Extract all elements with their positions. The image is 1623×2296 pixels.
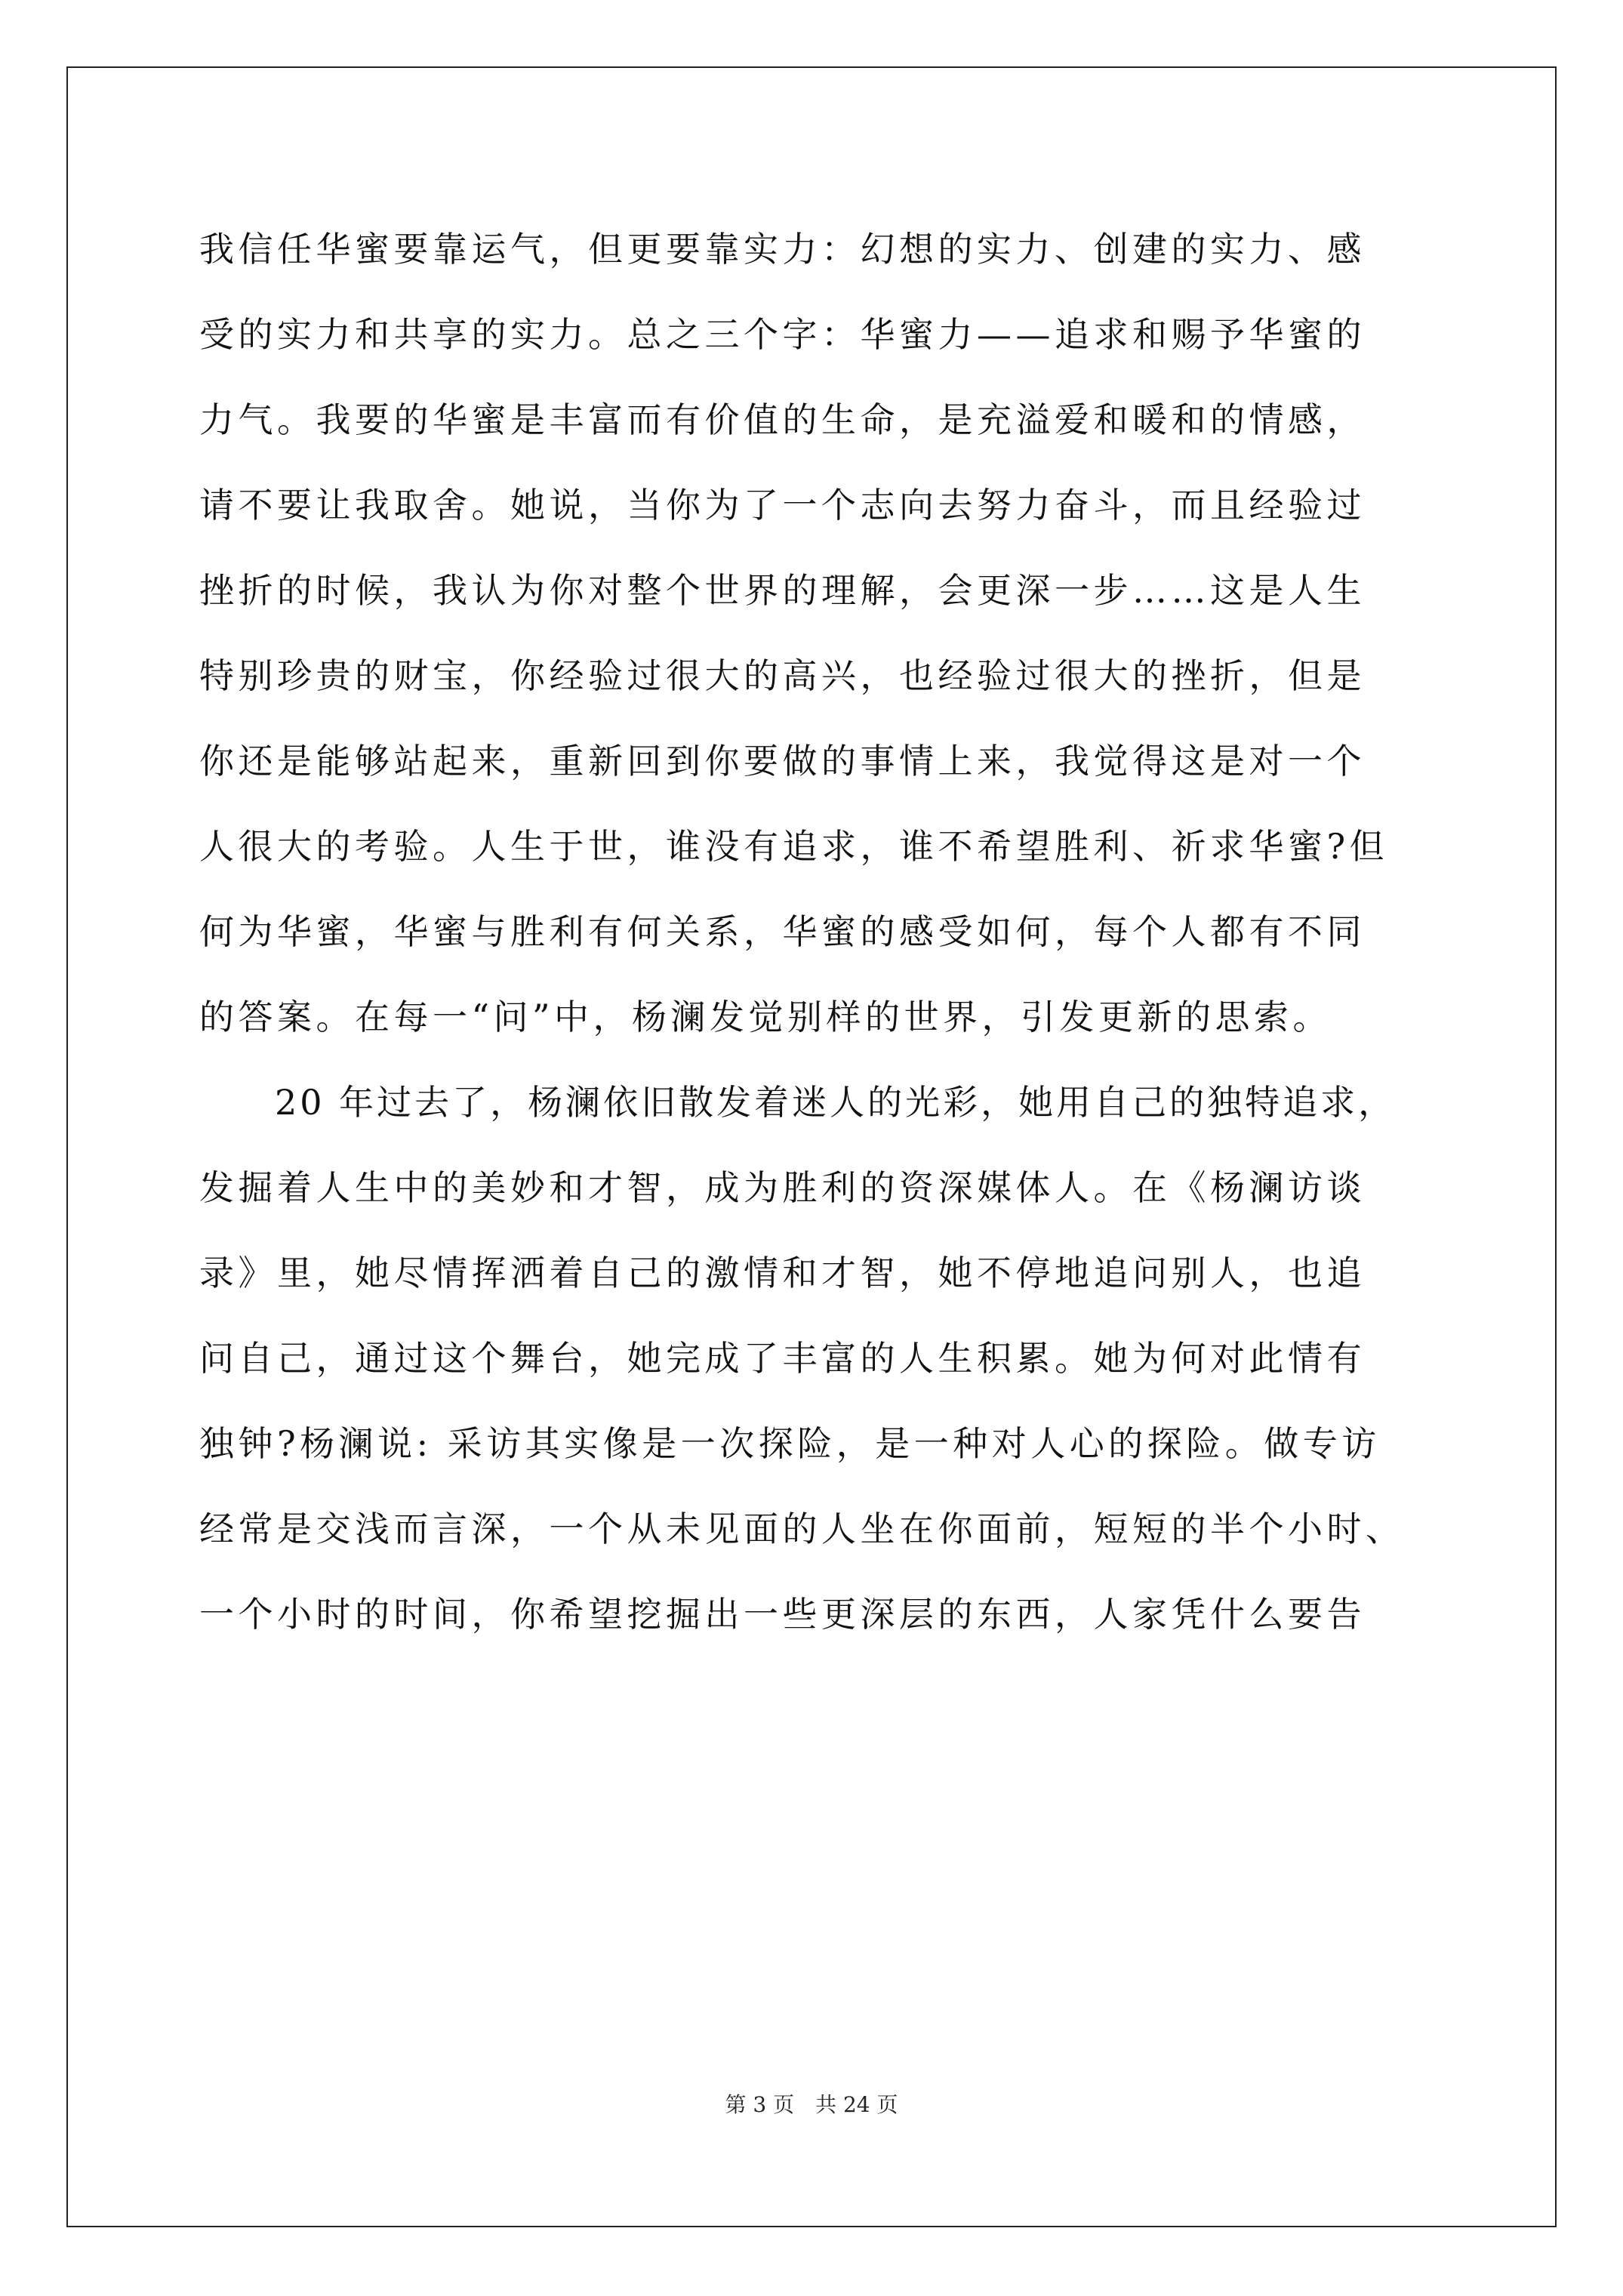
body-line-5: 挫折的时候，我认为你对整个世界的理解，会更深一步……这是人生: [199, 570, 1366, 611]
body-line-17: 一个小时的时间，你希望挖掘出一些更深层的东西，人家凭什么要告: [199, 1594, 1366, 1635]
body-line-11: 20 年过去了，杨澜依旧散发着迷人的光彩，她用自己的独特追求，: [275, 1082, 1397, 1123]
body-line-2: 受的实力和共享的实力。总之三个字：华蜜力——追求和赐予华蜜的: [199, 314, 1366, 355]
body-line-6: 特别珍贵的财宝，你经验过很大的高兴，也经验过很大的挫折，但是: [199, 655, 1366, 696]
body-line-7: 你还是能够站起来，重新回到你要做的事情上来，我觉得这是对一个: [199, 741, 1366, 781]
body-line-1: 我信任华蜜要靠运气，但更要靠实力：幻想的实力、创建的实力、感: [199, 229, 1366, 270]
body-line-9: 何为华蜜，华蜜与胜利有何关系，华蜜的感受如何，每个人都有不同: [199, 911, 1366, 952]
body-line-4: 请不要让我取舍。她说，当你为了一个志向去努力奋斗，而且经验过: [199, 485, 1366, 525]
body-line-15: 独钟?杨澜说: 采访其实像是一次探险，是一种对人心的探险。做专访: [199, 1423, 1381, 1464]
body-line-10: 的答案。在每一“问”中，杨澜发觉别样的世界，引发更新的思索。: [199, 997, 1332, 1037]
body-line-13: 录》里，她尽情挥洒着自己的激情和才智，她不停地追问别人，也追: [199, 1253, 1366, 1293]
body-line-14: 问自己，通过这个舞台，她完成了丰富的人生积累。她为何对此情有: [199, 1338, 1366, 1379]
page-border: [66, 66, 1557, 2227]
body-line-16: 经常是交浅而言深，一个从未见面的人坐在你面前，短短的半个小时、: [199, 1509, 1405, 1549]
body-line-3: 力气。我要的华蜜是丰富而有价值的生命，是充溢爱和暖和的情感，: [199, 399, 1366, 440]
page-number-footer: 第 3 页 共 24 页: [725, 2092, 898, 2117]
body-line-8: 人很大的考验。人生于世，谁没有追求，谁不希望胜利、祈求华蜜?但: [199, 826, 1389, 867]
body-line-12: 发掘着人生中的美妙和才智，成为胜利的资深媒体人。在《杨澜访谈: [199, 1167, 1366, 1208]
